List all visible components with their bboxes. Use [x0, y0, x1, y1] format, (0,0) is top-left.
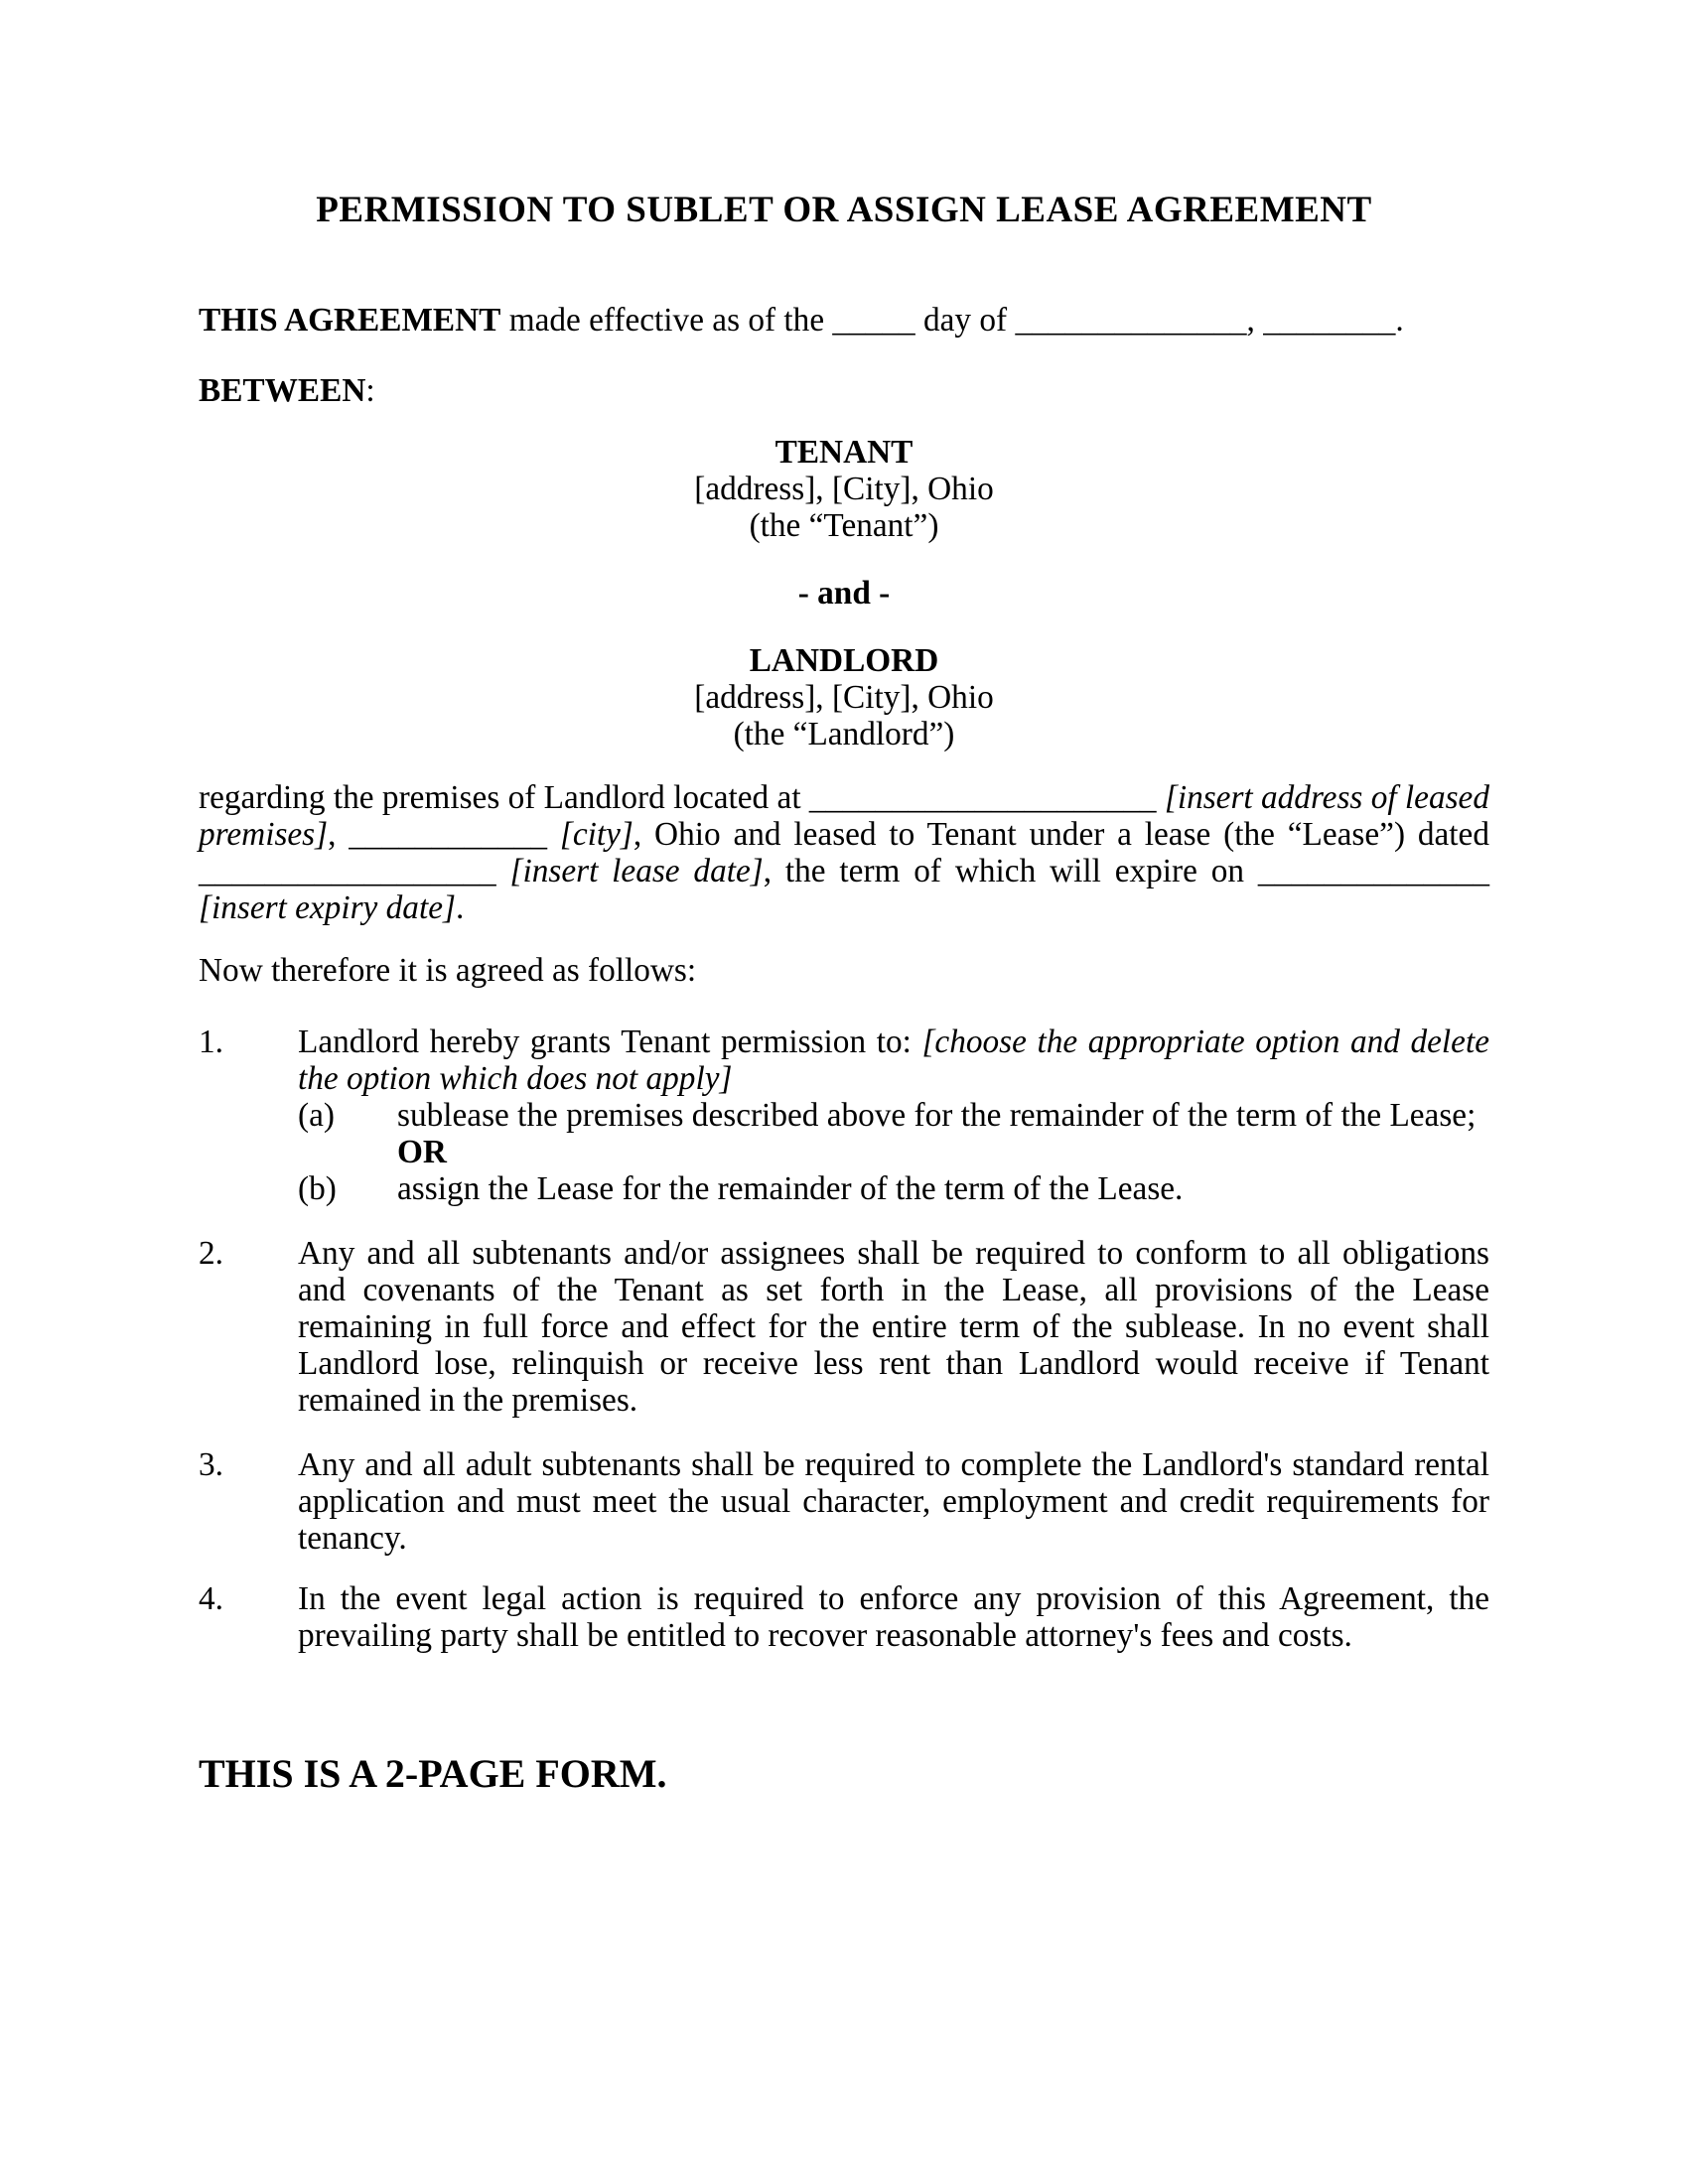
- tenant-party-block: [199, 434, 1489, 544]
- premises-lease-date-note: [insert lease date]: [495, 853, 764, 889]
- tenant-name: TENANT: [774, 434, 914, 471]
- clause-3-text: Any and all adult subtenants shall be required to complete the Landlord's standard rental application and must meet the usual character, employment and credit requirements for tenancy.: [298, 1446, 1489, 1557]
- intro-comma: ,: [1246, 302, 1264, 339]
- landlord-party-block: [199, 642, 1489, 752]
- premises-paragraph: [199, 779, 1489, 926]
- premises-seg3: ,: [328, 816, 350, 853]
- address-blank-field: _____________________: [808, 779, 1157, 816]
- clause-1-text: [298, 1024, 1489, 1097]
- premises-seg5: , Ohio and leased to Tenant under a lease (the “Lease”) dated: [633, 816, 1489, 853]
- lease-date-blank-field: __________________: [199, 853, 496, 889]
- between-colon: :: [365, 372, 375, 409]
- clause-1-lead: Landlord hereby grants Tenant permission to:: [298, 1024, 922, 1060]
- landlord-address: [address], [City], Ohio: [694, 679, 994, 716]
- clause-2: [199, 1235, 1489, 1419]
- landlord-alias: (the “Landlord”): [733, 716, 955, 752]
- city-blank-field: ____________: [349, 816, 548, 853]
- clause-1a-or: OR: [397, 1134, 447, 1170]
- intro-period: .: [1395, 302, 1404, 339]
- between-bold: BETWEEN: [199, 372, 366, 409]
- two-page-form-note: THIS IS A 2-PAGE FORM.: [199, 1751, 667, 1796]
- premises-seg9: .: [455, 889, 465, 926]
- clause-1-italic-note: [choose the appropriate option and delete the option which does not apply]: [298, 1024, 1489, 1097]
- intro-text: made effective as of the: [500, 302, 833, 339]
- landlord-name: LANDLORD: [749, 642, 939, 679]
- clause-2-text: Any and all subtenants and/or assignees shall be required to conform to all obligations and covenants of the Tenant as set forth in the Lease, all provisions of the Lease remaining in full force and effect for the entire term of the sublease. In no event shall Landlord lose, relinquish or receive less rent than Landlord would receive if Tenant remained in the premises.: [298, 1235, 1489, 1419]
- tenant-address: [address], [City], Ohio: [694, 471, 994, 507]
- clause-4-text: In the event legal action is required to enforce any provision of this Agreement, the prevailing party shall be entitled to recover reasonable attorney's fees and costs.: [298, 1580, 1489, 1654]
- between-label: [199, 372, 1489, 409]
- tenant-alias: (the “Tenant”): [749, 507, 939, 544]
- year-blank-field: ________: [1263, 302, 1396, 339]
- clause-1a: [298, 1097, 1489, 1170]
- clause-1a-label: (a): [298, 1097, 335, 1134]
- premises-city-note: [city]: [547, 816, 633, 853]
- intro-lead-bold: THIS AGREEMENT: [199, 302, 501, 339]
- clause-4-number: 4.: [199, 1580, 223, 1617]
- clause-3: [199, 1446, 1489, 1557]
- clause-1-number: 1.: [199, 1024, 223, 1060]
- premises-seg1: regarding the premises of Landlord located at: [199, 779, 809, 816]
- clause-1b-text: assign the Lease for the remainder of the term of the Lease.: [397, 1170, 1184, 1207]
- premises-expiry-note: [insert expiry date]: [199, 889, 456, 926]
- and-separator: - and -: [797, 575, 891, 612]
- clause-3-number: 3.: [199, 1446, 223, 1483]
- intro-paragraph: [199, 302, 1489, 339]
- premises-insert-address-note: [insert address of leased premises]: [199, 779, 1489, 853]
- clause-1a-body: sublease the premises described above for the remainder of the term of the Lease;: [397, 1097, 1477, 1134]
- month-blank-field: ______________: [1015, 302, 1247, 339]
- clause-1b: [298, 1170, 1489, 1207]
- clause-1: [199, 1024, 1489, 1207]
- document-title: PERMISSION TO SUBLET OR ASSIGN LEASE AGREEMENT: [316, 190, 1372, 230]
- clause-1-body: [298, 1024, 1489, 1207]
- day-blank-field: _____: [832, 302, 915, 339]
- premises-seg7: , the term of which will expire on: [763, 853, 1258, 889]
- clause-1a-text: [397, 1097, 1489, 1170]
- clause-2-number: 2.: [199, 1235, 223, 1272]
- expiry-blank-field: ______________: [1257, 853, 1489, 889]
- clause-1b-label: (b): [298, 1170, 337, 1207]
- clause-4: [199, 1580, 1489, 1654]
- now-therefore-line: Now therefore it is agreed as follows:: [199, 952, 697, 989]
- intro-day-of-text: day of: [914, 302, 1016, 339]
